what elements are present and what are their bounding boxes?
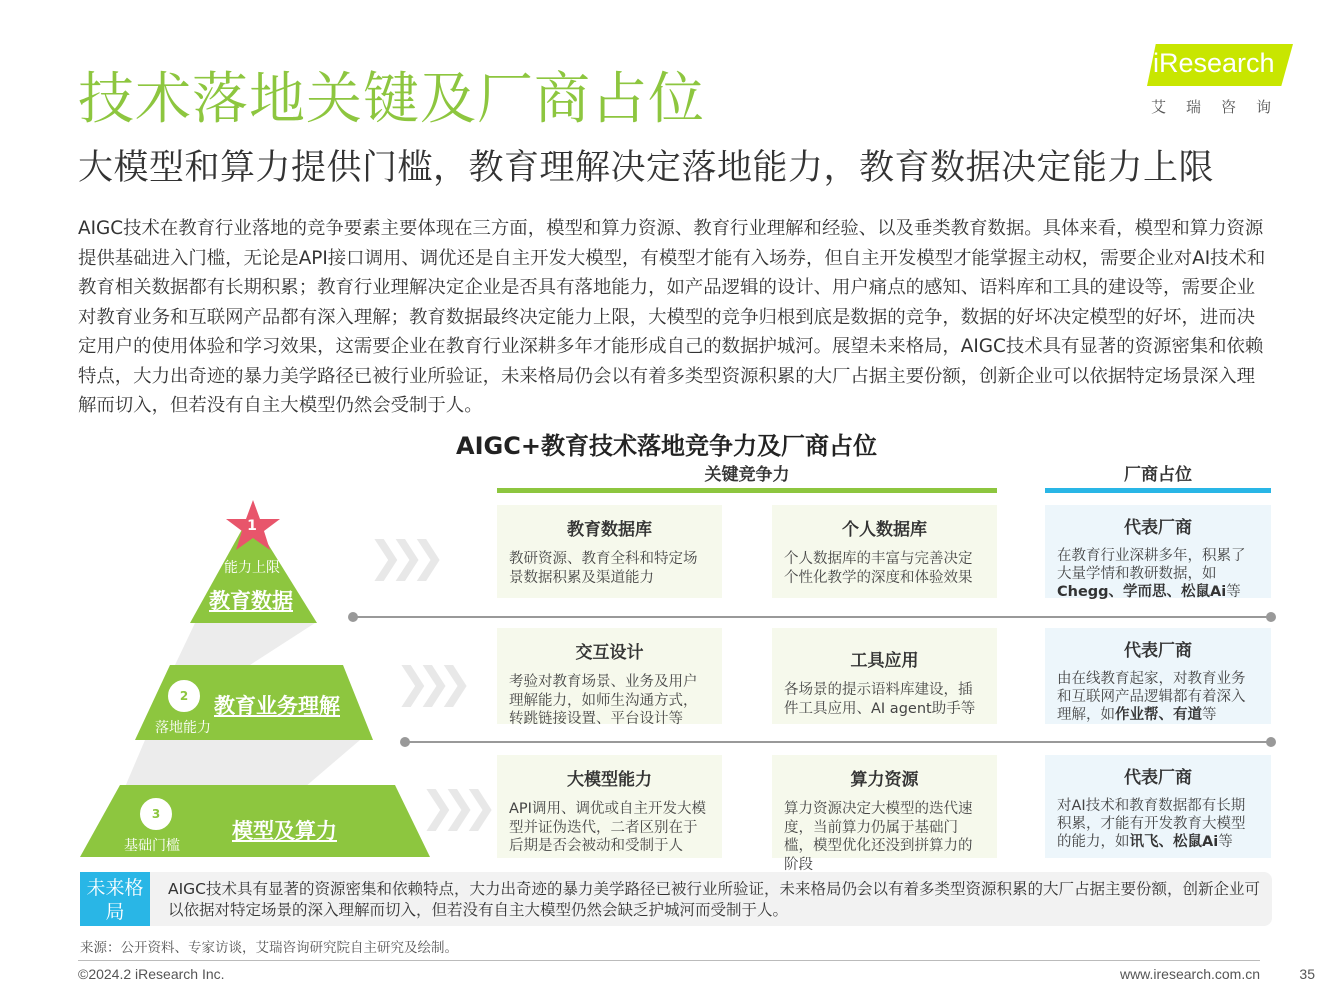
vendor-title: 代表厂商 xyxy=(1124,641,1192,661)
source-note: 来源：公开资料、专家访谈，艾瑞咨询研究院自主研究及绘制。 xyxy=(80,940,458,956)
column-header-key: 关键竞争力 xyxy=(704,465,790,485)
card-desc: 算力资源决定大模型的迭代速度，当前算力仍属于基础门槛，模型优化还没到拼算力的阶段 xyxy=(784,801,973,873)
card-desc: 个人数据库的丰富与完善决定个性化教学的深度和体验效果 xyxy=(784,551,973,586)
future-outlook-text: AIGC技术具有显著的资源密集和依赖特点，大力出奇迹的暴力美学路径已被行业所验证，未来格局仍会以有着多类型资源积累的大厂占据主要份额，创新企业可以依据对特定场景的深入理解而切入，但若没有自主大模型仍然会缺乏护城河而受制于人。 xyxy=(168,880,1261,919)
card-large-model-capability xyxy=(497,755,722,858)
footer-divider xyxy=(78,960,1260,961)
vendor-card-3 xyxy=(1045,755,1271,858)
tier-1-number: 1 xyxy=(247,518,257,534)
vendor-desc: 由在线教育起家，对教育业务和互联网产品逻辑都有着深入理解，如作业帮、有道等 xyxy=(1057,671,1246,723)
page-number: 35 xyxy=(1299,966,1315,982)
card-desc: 考验对教育场景、业务及用户理解能力，如师生沟通方式，转跳链接设置、平台设计等 xyxy=(509,674,698,727)
copyright: ©2024.2 iResearch Inc. xyxy=(78,966,225,982)
chevron-right-icon: ❯❯❯ xyxy=(395,658,459,707)
card-desc: API调用、调优或自主开发大模型并证伪迭代，二者区别在于后期是否会被动和受制于人 xyxy=(509,801,706,854)
row-divider-1 xyxy=(352,616,1272,618)
column-bar-key xyxy=(497,488,997,493)
logo-cn: 艾瑞咨询 xyxy=(1151,98,1292,116)
chat-bubble-icon: 3 xyxy=(140,798,172,830)
card-education-database xyxy=(497,505,722,598)
card-title: 算力资源 xyxy=(850,770,919,790)
vendor-title: 代表厂商 xyxy=(1124,518,1192,538)
vendor-card-2 xyxy=(1045,628,1271,724)
card-compute-resources xyxy=(772,755,997,873)
iresearch-logo xyxy=(1143,44,1293,124)
vendor-card-1 xyxy=(1045,505,1271,598)
chevron-right-icon: ❯❯❯ xyxy=(368,532,432,581)
column-bar-vendor xyxy=(1045,488,1271,493)
tier-1-small-label: 能力上限 xyxy=(224,560,280,576)
card-tool-application xyxy=(772,628,997,724)
tier-2-label: 教育业务理解 xyxy=(214,694,340,718)
card-title: 工具应用 xyxy=(850,651,919,671)
vendor-desc: 在教育行业深耕多年，积累了大量学情和教研数据，如Chegg、学而思、松鼠Ai等 xyxy=(1057,548,1246,600)
divider-dot-right xyxy=(1266,612,1276,622)
card-interaction-design xyxy=(497,628,722,727)
card-desc: 教研资源、教育全科和特定场景数据积累及渠道能力 xyxy=(509,551,698,586)
vendor-desc: 对AI技术和教育数据都有长期积累，才能有开发教育大模型的能力，如讯飞、松鼠Ai等 xyxy=(1057,798,1246,850)
chevron-right-icon: ❯❯❯ xyxy=(420,782,484,831)
page-subtitle: 大模型和算力提供门槛，教育理解决定落地能力，教育数据决定能力上限 xyxy=(78,148,1215,188)
card-desc: 各场景的提示语料库建设，插件工具应用、AI agent助手等 xyxy=(784,682,976,717)
body-paragraph: AIGC技术在教育行业落地的竞争要素主要体现在三方面，模型和算力资源、教育行业理解和经验、以及垂类教育数据。具体来看，模型和算力资源提供基础进入门槛，无论是API接口调用、调优还是自主开发大模型，有模型才能有入场券，但自主开发模型才能掌握主动权，需要企业对AI技术和教育相关数据都有长期积累；教育行业理解决定企业是否具有落地能力，如产品逻辑的设计、用户痛点的感知、语料库和工具的建设等，需要企业对教育业务和互联网产品都有深入理解；教育数据最终决定能力上限，大模型的竞争归根到底是数据的竞争，数据的好坏决定模型的好坏，进而决定用户的使用体验和学习效果，这需要企业在教育行业深耕多年才能形成自己的数据护城河。展望未来格局，AIGC技术具有显著的资源密集和依赖特点，大力出奇迹的暴力美学路径已被行业所验证，未来格局仍会以有着多类型资源积累的大厂占据主要份额，创新企业可以依据特定场景深入理解而切入，但若没有自主大模型仍然会受制于人。 xyxy=(78,218,1266,416)
figure-title-text: AIGC+教育技术落地竞争力及厂商占位 xyxy=(456,432,877,460)
vendor-names: 作业帮、有道 xyxy=(1115,707,1202,723)
tier-3-small-label: 基础门槛 xyxy=(124,838,180,854)
logo-text: iResearch xyxy=(1153,48,1275,78)
row-divider-2 xyxy=(404,741,1272,743)
vendor-names: 讯飞、松鼠Ai xyxy=(1129,834,1219,850)
figure-title xyxy=(0,426,1333,461)
future-outlook-tag: 未来格局 xyxy=(80,872,150,926)
vendor-names: Chegg、学而思、松鼠Ai xyxy=(1057,584,1227,600)
tier-3-label: 模型及算力 xyxy=(232,819,337,843)
divider-dot-right xyxy=(1266,737,1276,747)
tier-1-label: 教育数据 xyxy=(209,589,293,613)
card-title: 交互设计 xyxy=(575,643,644,663)
website-link[interactable]: www.iresearch.com.cn xyxy=(1119,966,1260,982)
card-personal-database xyxy=(772,505,997,598)
card-title: 个人数据库 xyxy=(842,520,927,540)
chat-bubble-icon: 2 xyxy=(168,680,200,712)
vendor-title: 代表厂商 xyxy=(1124,768,1192,788)
card-title: 大模型能力 xyxy=(567,770,652,790)
card-title: 教育数据库 xyxy=(567,520,652,540)
column-header-vendor: 厂商占位 xyxy=(1124,465,1192,485)
page-title: 技术落地关键及厂商占位 xyxy=(78,67,705,132)
tier-2-small-label: 落地能力 xyxy=(155,720,211,736)
